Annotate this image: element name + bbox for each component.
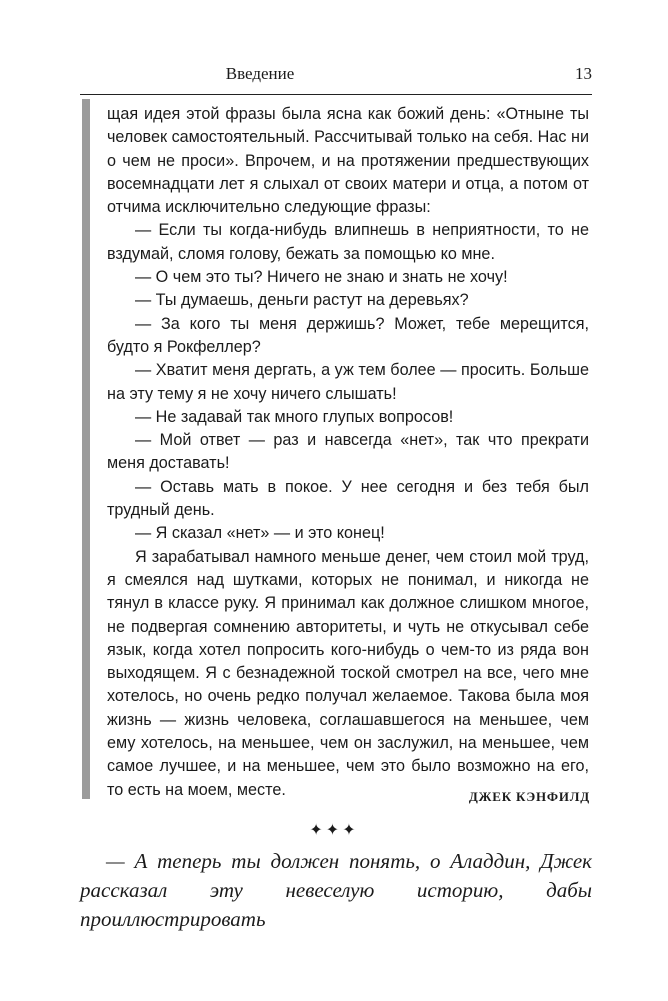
quote-block <box>107 103 589 802</box>
dialogue-line: — Оставь мать в покое. У нее сегодня и без тебя был трудный день. <box>107 477 589 520</box>
quote-attribution: ДЖЕК КЭНФИЛД <box>468 789 590 804</box>
chapter-title: Введение <box>225 64 295 83</box>
dialogue-line: — Ты думаешь, деньги растут на деревьях? <box>135 291 469 310</box>
quote-paragraph: щая идея этой фразы была ясна как божий день: «Отныне ты человек самостоятельный. Рассчитывай только на себя. Нас ни о чем не проси». Впрочем, и на протяжении предшествующих восемнадцати лет я слыхал от своих матери и отца, а потом от отчима исключительно следующие фразы: <box>107 105 589 217</box>
running-head <box>80 64 592 88</box>
dialogue-line: — Если ты когда-нибудь влипнешь в неприятности, то не вздумай, сломя голову, бежать за помощью ко мне. <box>107 221 589 263</box>
continuation-text-block <box>80 847 592 934</box>
dialogue-line: — Не задавай так много глупых вопросов! <box>135 407 454 426</box>
dialogue-line: — Я сказал «нет» — и это конец! <box>135 524 385 543</box>
dialogue-line: — Мой ответ — раз и навсегда «нет», так что прекрати меня доставать! <box>107 431 589 473</box>
italic-paragraph: — А теперь ты должен понять, о Аладдин, Джек рассказал эту невеселую историю, дабы проиллюстрировать <box>80 849 592 931</box>
section-separator-icon: ✦✦✦ <box>309 820 359 839</box>
quote-side-bar <box>82 99 90 799</box>
quote-paragraph: Я зарабатывал намного меньше денег, чем стоил мой труд, я смеялся над шутками, которых не понимал, и никогда не тянул в классе руку. Я принимал как должное слишком многое, не подвергая сомнению авторитеты, и чуть не откусывал себе язык, когда хотел попросить кого-нибудь о чем-то из ряда вон выходящем. Я с безнадежной тоской смотрел на все, чего мне хотелось, но очень редко получал желаемое. Такова была моя жизнь — жизнь человека, соглашавшегося на меньшее, чем ему хотелось, на меньшее, чем он заслужил, на меньшее, чем самое лучшее, и на меньшее, чем это было возможно на его, то есть на моем, месте. <box>107 547 589 799</box>
page-number: 13 <box>575 64 592 83</box>
dialogue-line: — О чем это ты? Ничего не знаю и знать не хочу! <box>135 268 508 287</box>
dialogue-line: — Хватит меня дергать, а уж тем более — просить. Больше на эту тему я не хочу ничего слышать! <box>107 361 589 403</box>
dialogue-line: — За кого ты меня держишь? Может, тебе мерещится, будто я Рокфеллер? <box>107 314 589 356</box>
header-rule <box>80 94 592 95</box>
